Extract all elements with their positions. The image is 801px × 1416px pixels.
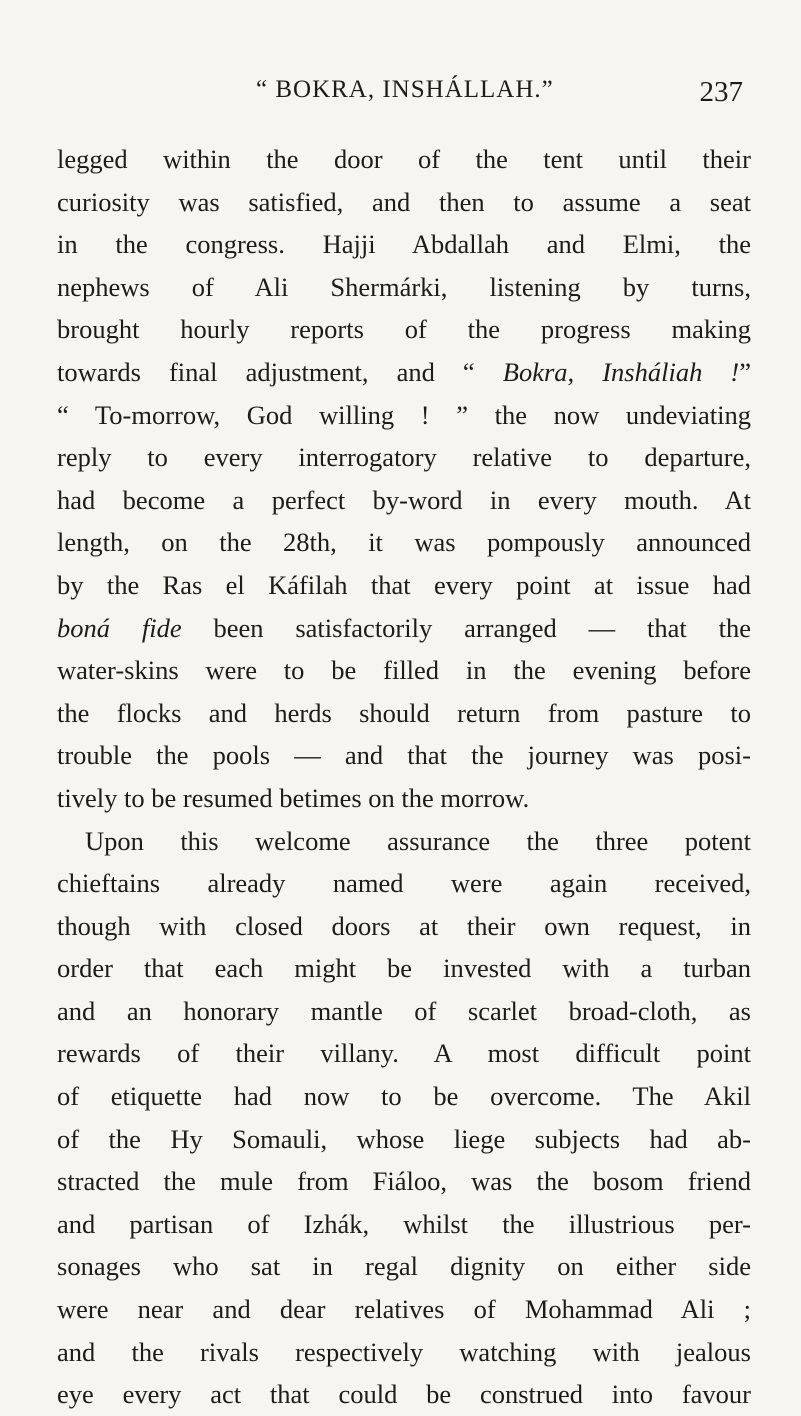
text-line: eye every act that could be construed into favour: [57, 1379, 751, 1410]
body-text: [57, 138, 751, 1416]
text-line: the flocks and herds should return from pasture to: [57, 697, 751, 728]
page-number: 237: [699, 76, 743, 108]
italic-phrase: boná fide: [57, 612, 182, 643]
text-line: nephews of Ali Shermárki, listening by turns,: [57, 271, 751, 302]
text-line: legged within the door of the tent until their: [57, 144, 751, 174]
text-line: by the Ras el Káfilah that every point at issue had: [57, 569, 751, 600]
text-line: water-skins were to be filled in the evening before: [57, 655, 751, 686]
text-line: length, on the 28th, it was pompously announced: [57, 527, 751, 558]
text-line: order that each might be invested with a turban: [57, 953, 751, 984]
italic-phrase: Bokra, Insháliah !: [502, 356, 740, 387]
text-line: sonages who sat in regal dignity on either side: [57, 1251, 751, 1282]
text-line: [57, 351, 751, 394]
running-title: “ BOKRA, INSHÁLLAH.”: [256, 76, 554, 103]
text-line: in the congress. Hajji Abdallah and Elmi, the: [57, 229, 751, 260]
text-line: stracted the mule from Fiáloo, was the bosom friend: [57, 1166, 751, 1197]
text-line: “ To-morrow, God willing ! ” the now undeviating: [57, 399, 751, 430]
text-line: tively to be resumed betimes on the morrow.: [57, 782, 530, 813]
page-header: [0, 76, 801, 116]
text-line: brought hourly reports of the progress making: [57, 314, 751, 345]
text-line: and the rivals respectively watching with jealous: [57, 1336, 751, 1367]
text-segment: towards final adjustment, and “: [57, 356, 503, 387]
text-line: and an honorary mantle of scarlet broad-cloth, as: [57, 995, 751, 1026]
text-line: of etiquette had now to be overcome. The Akil: [57, 1081, 751, 1112]
text-line: though with closed doors at their own request, in: [57, 910, 751, 941]
text-line: curiosity was satisfied, and then to assume a seat: [57, 186, 751, 217]
text-line: of the Hy Somauli, whose liege subjects had ab-: [57, 1123, 751, 1154]
text-line: Upon this welcome assurance the three potent: [85, 825, 751, 856]
text-line: and partisan of Izhák, whilst the illustrious per-: [57, 1208, 751, 1239]
text-line: rewards of their villany. A most difficult point: [57, 1038, 751, 1069]
text-line: reply to every interrogatory relative to departure,: [57, 442, 751, 473]
text-segment: been satisfactorily arranged — that the: [181, 612, 751, 643]
text-segment: ”: [739, 356, 751, 387]
text-line: had become a perfect by-word in every mouth. At: [57, 484, 751, 515]
text-line: [57, 607, 751, 650]
text-line: trouble the pools — and that the journey was posi-: [57, 740, 751, 771]
text-line: chieftains already named were again received,: [57, 868, 751, 899]
text-line: were near and dear relatives of Mohammad Ali ;: [57, 1294, 751, 1325]
